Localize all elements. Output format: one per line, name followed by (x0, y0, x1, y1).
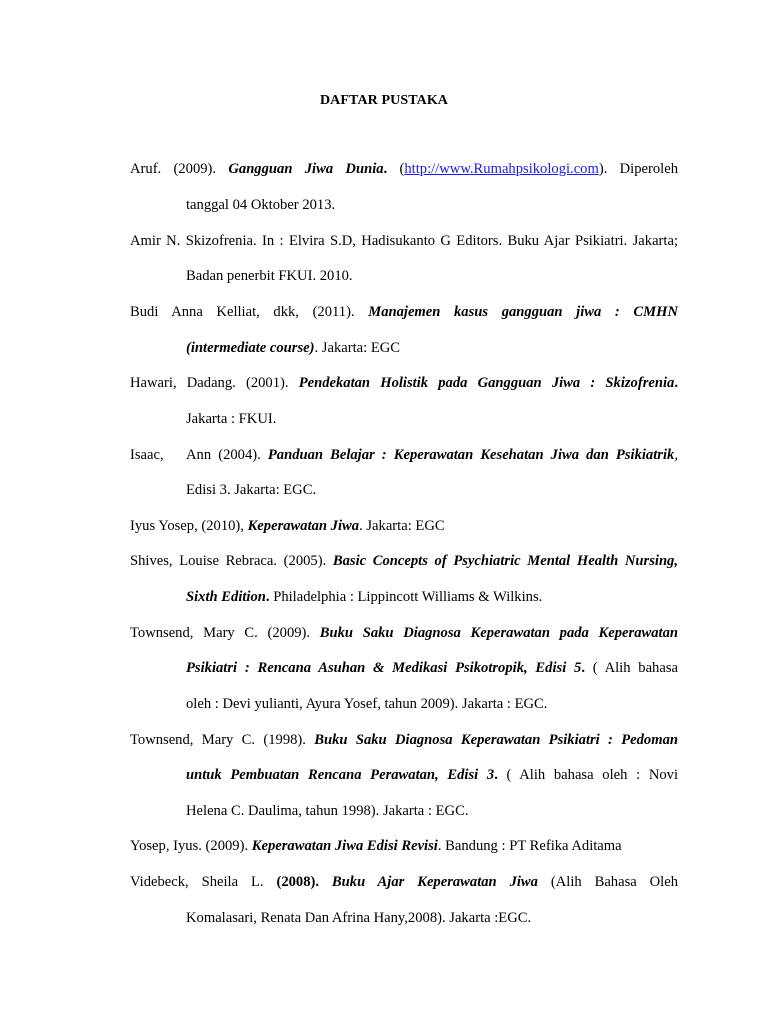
reference-post: ( Alih bahasa oleh : Novi (497, 767, 679, 783)
reference-post: , (674, 447, 678, 463)
reference-title: Buku Ajar Keperawatan Jiwa (319, 874, 538, 890)
reference-title-dot: . (265, 589, 270, 605)
reference-author: Townsend, Mary C. (1998). (130, 732, 315, 748)
reference-post: ). Diperoleh (598, 161, 678, 177)
reference-amir-line-2: Badan penerbit FKUI. 2010. (186, 268, 353, 284)
reference-townsend-1998-line-3: Helena C. Daulima, tahun 1998). Jakarta : EGC. (186, 803, 469, 819)
reference-title: Keperawatan Jiwa Edisi Revisi (251, 838, 438, 854)
reference-isaac-line-2: Edisi 3. Jakarta: EGC. (186, 482, 317, 498)
reference-budi-line-1 (130, 303, 678, 321)
reference-paren: ( (387, 161, 405, 177)
reference-hawari-line-2: Jakarta : FKUI. (186, 411, 277, 427)
reference-title: Pendekatan Holistik pada Gangguan Jiwa : Skizofrenia (298, 375, 675, 391)
reference-post: Philadelphia : Lippincott Williams & Wilkins. (269, 589, 543, 605)
reference-videbeck-line-2: Komalasari, Renata Dan Afrina Hany,2008). Jakarta :EGC. (186, 910, 532, 926)
reference-townsend-2009-line-1 (130, 624, 678, 642)
reference-title: Sixth Edition (186, 589, 266, 605)
reference-year: (2008). (276, 874, 320, 890)
reference-author: Yosep, Iyus. (2009). (130, 838, 252, 854)
reference-title: Panduan Belajar : Keperawatan Kesehatan Jiwa dan Psikiatrik (267, 447, 675, 463)
reference-post: . Jakarta: EGC (359, 518, 445, 534)
reference-hawari-line-1 (130, 374, 678, 392)
reference-amir-line-1: Amir N. Skizofrenia. In : Elvira S.D, Hadisukanto G Editors. Buku Ajar Psikiatri. Jakarta; (130, 233, 678, 249)
reference-title: Keperawatan Jiwa (247, 518, 360, 534)
reference-author: Budi Anna Kelliat, dkk, (2011). (130, 304, 369, 320)
reference-author: Videbeck, Sheila L. (130, 874, 277, 890)
reference-title: Buku Saku Diagnosa Keperawatan pada Keperawatan (319, 625, 678, 641)
reference-title: Buku Saku Diagnosa Keperawatan Psikiatri : Pedoman (314, 732, 678, 748)
reference-shives-line-2 (186, 588, 542, 606)
reference-title: Gangguan Jiwa Dunia (228, 161, 384, 177)
reference-author: Aruf. (2009). (130, 161, 229, 177)
reference-title: Manajemen kasus gangguan jiwa : CMHN (368, 304, 678, 320)
reference-title-dot: . (383, 161, 388, 177)
reference-post: . Bandung : PT Refika Aditama (437, 838, 622, 854)
reference-title: Basic Concepts of Psychiatric Mental Health Nursing, (332, 553, 678, 569)
reference-link[interactable]: http://www.Rumahpsikologi.com (404, 161, 599, 177)
reference-townsend-2009-line-3: oleh : Devi yulianti, Ayura Yosef, tahun 2009). Jakarta : EGC. (186, 696, 548, 712)
reference-iyus-line-1 (130, 517, 445, 535)
reference-isaac-author: Isaac, (130, 447, 164, 463)
reference-author: Hawari, Dadang. (2001). (130, 375, 299, 391)
reference-author: Ann (2004). (186, 447, 268, 463)
reference-videbeck-line-1 (130, 873, 678, 891)
reference-post: . Jakarta: EGC (314, 340, 401, 356)
reference-title-dot: . (581, 660, 585, 676)
reference-title: untuk Pembuatan Rencana Perawatan, Edisi 3 (186, 767, 495, 783)
reference-budi-line-2 (186, 339, 400, 357)
reference-title: (intermediate course) (186, 340, 315, 356)
reference-author: Shives, Louise Rebraca. (2005). (130, 553, 333, 569)
reference-author: Iyus Yosep, (2010), (130, 518, 248, 534)
reference-author: Townsend, Mary C. (2009). (130, 625, 320, 641)
page-title: DAFTAR PUSTAKA (319, 93, 449, 108)
reference-isaac-line-1 (186, 446, 678, 464)
reference-title-dot: . (494, 767, 498, 783)
reference-yosep-line-1 (130, 837, 622, 855)
reference-title-dot: . (674, 375, 678, 391)
reference-post: (Alih Bahasa Oleh (537, 874, 678, 890)
reference-aruf-line-2: tanggal 04 Oktober 2013. (186, 197, 336, 213)
reference-post: ( Alih bahasa (584, 660, 678, 676)
reference-title: Psikiatri : Rencana Asuhan & Medikasi Psikotropik, Edisi 5 (186, 660, 582, 676)
reference-townsend-2009-line-2 (186, 659, 678, 677)
reference-aruf-line-1 (130, 160, 678, 178)
reference-shives-line-1 (130, 552, 678, 570)
reference-townsend-1998-line-1 (130, 731, 678, 749)
reference-townsend-1998-line-2 (186, 766, 678, 784)
